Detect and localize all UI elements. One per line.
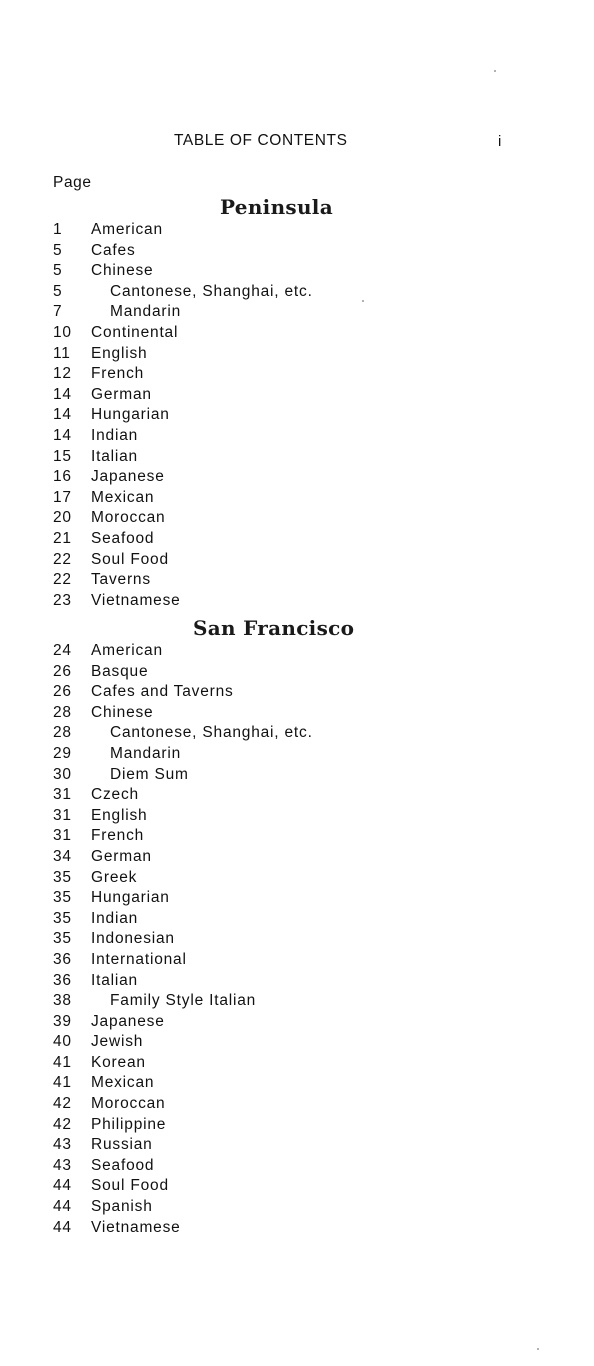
- toc-entry-label: German: [91, 847, 152, 865]
- toc-entry-label: Hungarian: [91, 889, 170, 907]
- toc-entry-page-number: 21: [53, 529, 72, 547]
- toc-entry: [0, 385, 594, 406]
- toc-entry-page-number: 41: [53, 1074, 72, 1092]
- toc-entry-page-number: 35: [53, 889, 72, 907]
- page-number-roman: i: [498, 133, 502, 150]
- toc-entry-page-number: 22: [53, 571, 72, 589]
- toc-entry: [0, 261, 594, 282]
- toc-entry: [0, 1053, 594, 1074]
- toc-entry-label: Indian: [91, 426, 139, 444]
- toc-entry-label: Chinese: [91, 703, 154, 721]
- toc-entry-page-number: 22: [53, 550, 72, 568]
- toc-entry: [0, 744, 594, 765]
- toc-entry-label: Vietnamese: [91, 1218, 181, 1236]
- toc-entry-page-number: 14: [53, 406, 72, 424]
- toc-entry-label: Taverns: [91, 571, 151, 589]
- section-entries-peninsula: [0, 220, 594, 611]
- toc-entry-label: Vietnamese: [91, 591, 181, 609]
- toc-entry-page-number: 42: [53, 1095, 72, 1113]
- toc-entry: [0, 662, 594, 683]
- toc-entry: [0, 826, 594, 847]
- toc-entry-label: Mexican: [91, 488, 155, 506]
- toc-entry-page-number: 35: [53, 930, 72, 948]
- toc-entry-page-number: 29: [53, 744, 72, 762]
- toc-entry: [0, 447, 594, 468]
- toc-entry: [0, 529, 594, 550]
- toc-entry-label: Italian: [91, 971, 138, 989]
- toc-entry: [0, 1094, 594, 1115]
- toc-entry-page-number: 14: [53, 385, 72, 403]
- toc-entry-page-number: 38: [53, 992, 72, 1010]
- toc-entry: [0, 1176, 594, 1197]
- toc-entry-page-number: 5: [53, 262, 63, 280]
- toc-entry: [0, 508, 594, 529]
- toc-entry: [0, 888, 594, 909]
- section-entries-san-francisco: [0, 641, 594, 1238]
- toc-entry-page-number: 44: [53, 1198, 72, 1216]
- toc-entry-page-number: 43: [53, 1156, 72, 1174]
- toc-entry: [0, 723, 594, 744]
- toc-entry: [0, 488, 594, 509]
- toc-entry-label: International: [91, 950, 187, 968]
- toc-entry-label: English: [91, 806, 148, 824]
- section-heading-peninsula: Peninsula: [220, 195, 333, 219]
- toc-entry-page-number: 36: [53, 971, 72, 989]
- toc-entry: [0, 950, 594, 971]
- toc-entry-page-number: 15: [53, 447, 72, 465]
- toc-entry: [0, 364, 594, 385]
- toc-entry: [0, 703, 594, 724]
- toc-entry-label: Cafes and Taverns: [91, 683, 234, 701]
- toc-entry-page-number: 35: [53, 868, 72, 886]
- toc-entry: [0, 570, 594, 591]
- toc-entry-label: Mexican: [91, 1074, 155, 1092]
- toc-subentry-label: Family Style Italian: [110, 992, 257, 1010]
- toc-entry-page-number: 41: [53, 1053, 72, 1071]
- toc-entry-label: American: [91, 221, 163, 238]
- toc-entry-label: Spanish: [91, 1198, 153, 1216]
- toc-entry-label: Basque: [91, 662, 149, 680]
- toc-entry-page-number: 35: [53, 909, 72, 927]
- toc-entry-label: Soul Food: [91, 1177, 169, 1195]
- toc-entry-page-number: 26: [53, 662, 72, 680]
- toc-entry-page-number: 24: [53, 642, 72, 659]
- toc-entry-page-number: 36: [53, 950, 72, 968]
- toc-entry-page-number: 42: [53, 1115, 72, 1133]
- toc-entry-page-number: 44: [53, 1177, 72, 1195]
- toc-entry: [0, 1156, 594, 1177]
- toc-entry: [0, 1032, 594, 1053]
- toc-entry: [0, 991, 594, 1012]
- toc-entry-page-number: 5: [53, 282, 63, 300]
- toc-subentry-label: Mandarin: [110, 303, 182, 321]
- toc-entry-page-number: 44: [53, 1218, 72, 1236]
- toc-entry-page-number: 11: [53, 344, 71, 362]
- toc-entry-label: English: [91, 344, 148, 362]
- toc-entry-label: Soul Food: [91, 550, 169, 568]
- toc-entry: [0, 467, 594, 488]
- toc-entry-page-number: 31: [53, 786, 72, 804]
- toc-entry: [0, 1218, 594, 1239]
- toc-entry: [0, 1115, 594, 1136]
- toc-entry-page-number: 28: [53, 703, 72, 721]
- toc-entry: [0, 405, 594, 426]
- toc-subentry-label: Mandarin: [110, 744, 182, 762]
- toc-entry: [0, 1135, 594, 1156]
- toc-entry: [0, 550, 594, 571]
- toc-entry-page-number: 39: [53, 1012, 72, 1030]
- toc-entry-label: Indian: [91, 909, 139, 927]
- toc-entry: [0, 971, 594, 992]
- toc-entry: [0, 1012, 594, 1033]
- toc-entry-label: Japanese: [91, 468, 165, 486]
- toc-entry-label: Seafood: [91, 1156, 155, 1174]
- toc-entry-page-number: 34: [53, 847, 72, 865]
- toc-entry-label: Philippine: [91, 1115, 167, 1133]
- toc-entry: [0, 868, 594, 889]
- toc-entry-label: Jewish: [91, 1033, 144, 1051]
- toc-entry-label: German: [91, 385, 152, 403]
- toc-entry-label: Russian: [91, 1136, 153, 1154]
- toc-entry-label: Chinese: [91, 262, 154, 280]
- toc-entry: [0, 682, 594, 703]
- toc-entry-page-number: 23: [53, 591, 72, 609]
- toc-entry-page-number: 10: [53, 323, 72, 341]
- scan-speck: [362, 300, 364, 302]
- toc-entry-label: French: [91, 365, 145, 383]
- toc-entry-label: French: [91, 827, 145, 845]
- toc-entry-page-number: 30: [53, 765, 72, 783]
- toc-entry: [0, 302, 594, 323]
- toc-entry-label: Japanese: [91, 1012, 165, 1030]
- toc-entry-page-number: 7: [53, 303, 63, 321]
- toc-entry-label: Moroccan: [91, 509, 166, 527]
- toc-entry-page-number: 28: [53, 724, 72, 742]
- toc-entry-page-number: 31: [53, 827, 72, 845]
- toc-entry: [0, 323, 594, 344]
- toc-entry-page-number: 1: [53, 221, 63, 238]
- toc-entry: [0, 1197, 594, 1218]
- scan-speck: [494, 70, 496, 72]
- page-title: TABLE OF CONTENTS: [174, 132, 348, 149]
- toc-entry-label: Greek: [91, 868, 138, 886]
- toc-entry: [0, 806, 594, 827]
- toc-entry: [0, 220, 594, 241]
- toc-entry-label: Hungarian: [91, 406, 170, 424]
- toc-entry: [0, 591, 594, 612]
- toc-entry-label: Moroccan: [91, 1095, 166, 1113]
- toc-entry-page-number: 31: [53, 806, 72, 824]
- toc-entry-label: Continental: [91, 323, 179, 341]
- toc-entry-label: Cafes: [91, 241, 136, 259]
- toc-entry-page-number: 16: [53, 468, 72, 486]
- toc-subentry-label: Diem Sum: [110, 765, 189, 783]
- toc-entry-page-number: 26: [53, 683, 72, 701]
- toc-entry: [0, 785, 594, 806]
- toc-entry-page-number: 43: [53, 1136, 72, 1154]
- toc-subentry-label: Cantonese, Shanghai, etc.: [110, 724, 313, 742]
- toc-entry: [0, 909, 594, 930]
- scan-speck: [537, 1348, 539, 1350]
- toc-entry: [0, 241, 594, 262]
- toc-entry: [0, 426, 594, 447]
- toc-entry-label: Czech: [91, 786, 139, 804]
- toc-entry: [0, 929, 594, 950]
- toc-entry: [0, 282, 594, 303]
- toc-entry: [0, 1073, 594, 1094]
- toc-subentry-label: Cantonese, Shanghai, etc.: [110, 282, 313, 300]
- section-heading-san-francisco: San Francisco: [193, 616, 355, 640]
- toc-entry: [0, 847, 594, 868]
- toc-entry-label: American: [91, 642, 163, 659]
- page-column-label: Page: [53, 174, 92, 191]
- toc-entry: [0, 641, 594, 662]
- toc-entry-page-number: 12: [53, 365, 72, 383]
- toc-entry-page-number: 5: [53, 241, 63, 259]
- toc-entry-label: Korean: [91, 1053, 146, 1071]
- toc-entry-page-number: 17: [53, 488, 72, 506]
- toc-entry: [0, 344, 594, 365]
- toc-entry-label: Indonesian: [91, 930, 175, 948]
- toc-entry-page-number: 14: [53, 426, 72, 444]
- toc-entry-page-number: 40: [53, 1033, 72, 1051]
- toc-entry-label: Italian: [91, 447, 138, 465]
- toc-entry-page-number: 20: [53, 509, 72, 527]
- toc-entry: [0, 765, 594, 786]
- toc-entry-label: Seafood: [91, 529, 155, 547]
